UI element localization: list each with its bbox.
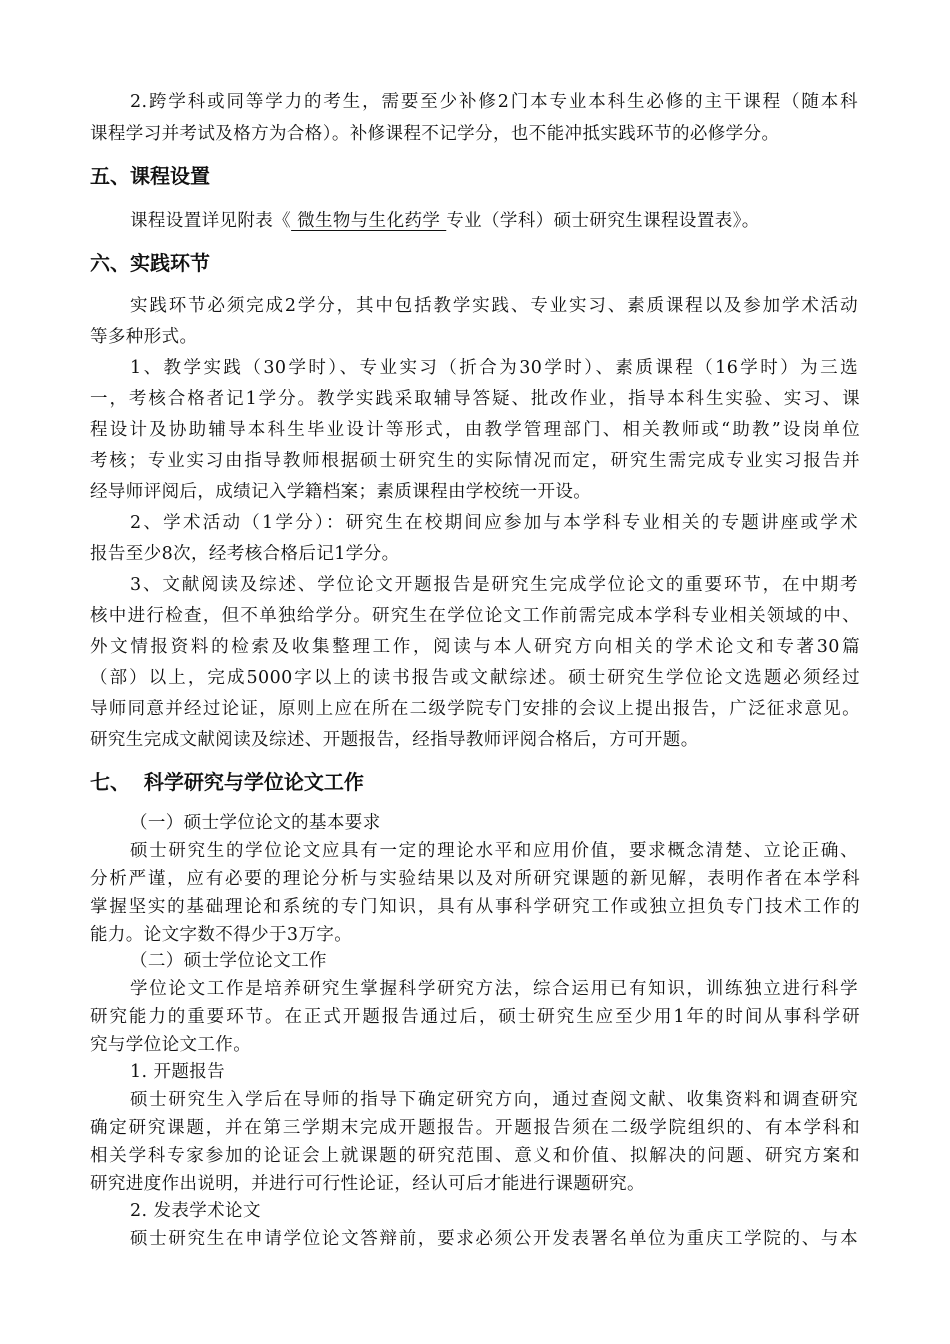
paragraph-line: 实践环节必须完成2学分，其中包括教学实践、专业实习、素质课程以及参加学术活动 (130, 296, 858, 316)
paragraph-line: 考核；专业实习由指导教师根据硕士研究生的实际情况而定，研究生需完成专业实习报告并 (90, 451, 860, 471)
paragraph-line: 1、教学实践（30学时）、专业实习（折合为30学时）、素质课程（16学时）为三选 (130, 358, 858, 378)
section-heading-5: 五、课程设置 (90, 164, 210, 188)
subsection-heading: （二）硕士学位论文工作 (130, 951, 327, 971)
paragraph-line: 硕士研究生的学位论文应具有一定的理论水平和应用价值，要求概念清楚、立论正确、 (130, 841, 858, 861)
paragraph-line: 确定研究课题，并在第三学期末完成开题报告。开题报告须在二级学院组织的、有本学科和 (90, 1118, 860, 1138)
paragraph-line: 学位论文工作是培养研究生掌握科学研究方法，综合运用已有知识，训练独立进行科学 (130, 979, 858, 999)
paragraph-line-course-table (130, 208, 900, 234)
paragraph-line: 研究进度作出说明，并进行可行性论证，经认可后才能进行课题研究。 (90, 1174, 645, 1194)
paragraph-line: 核中进行检查，但不单独给学分。研究生在学位论文工作前需完成本学科专业相关领域的中、 (90, 606, 860, 626)
subsection-heading: （一）硕士学位论文的基本要求 (130, 813, 381, 833)
numbered-subheading: 2. 发表学术论文 (130, 1201, 261, 1221)
paragraph-line: 研究生完成文献阅读及综述、开题报告，经指导教师评阅合格后，方可开题。 (90, 730, 699, 750)
paragraph-line: 程设计及协助辅导本科生毕业设计等形式，由教学管理部门、相关教师或“助教”设岗单位 (90, 420, 860, 440)
paragraph-line: 硕士研究生入学后在导师的指导下确定研究方向，通过查阅文献、收集资料和调查研究 (130, 1090, 858, 1110)
paragraph-line: 分析严谨，应有必要的理论分析与实验结果以及对所研究课题的新见解，表明作者在本学科 (90, 869, 860, 889)
paragraph-line: 硕士研究生在申请学位论文答辩前，要求必须公开发表署名单位为重庆工学院的、与本 (130, 1229, 858, 1249)
paragraph-line: 课程学习并考试及格方为合格）。补修课程不记学分，也不能冲抵实践环节的必修学分。 (90, 124, 780, 144)
section-heading-6: 六、实践环节 (90, 251, 210, 275)
paragraph-line: 掌握坚实的基础理论和系统的专门知识，具有从事科学研究工作或独立担负专门技术工作的 (90, 897, 860, 917)
paragraph-line: 报告至少8次，经考核合格后记1学分。 (90, 544, 400, 564)
paragraph-line: 能力。论文字数不得少于3万字。 (90, 925, 353, 945)
underlined-major-name: 微生物与生化药学 (291, 211, 447, 231)
paragraph-line: 2、学术活动（1学分）：研究生在校期间应参加与本学科专业相关的专题讲座或学术 (130, 513, 858, 533)
paragraph-line: 2.跨学科或同等学力的考生，需要至少补修2门本专业本科生必修的主干课程（随本科 (130, 92, 858, 112)
paragraph-line: 一，考核合格者记1学分。教学实践采取辅导答疑、批改作业，指导本科生实验、实习、课 (90, 389, 860, 409)
section-heading-7: 七、 科学研究与学位论文工作 (90, 770, 364, 794)
paragraph-line: 研究能力的重要环节。在正式开题报告通过后，硕士研究生应至少用1年的时间从事科学研 (90, 1007, 860, 1027)
paragraph-line: 导师同意并经过论证，原则上应在所在二级学院专门安排的会议上提出报告，广泛征求意见。 (90, 699, 860, 719)
paragraph-line: 3、文献阅读及综述、学位论文开题报告是研究生完成学位论文的重要环节，在中期考 (130, 575, 858, 595)
text-segment: 专业（学科）硕士研究生课程设置表》。 (446, 211, 760, 231)
numbered-subheading: 1. 开题报告 (130, 1062, 226, 1082)
paragraph-line: 相关学科专家参加的论证会上就课题的研究范围、意义和价值、拟解决的问题、研究方案和 (90, 1146, 860, 1166)
paragraph-line: 等多种形式。 (90, 327, 198, 347)
paragraph-line: （部）以上，完成5000字以上的读书报告或文献综述。硕士研究生学位论文选题必须经过 (90, 668, 860, 688)
paragraph-line: 究与学位论文工作。 (90, 1035, 252, 1055)
paragraph-line: 外文情报资料的检索及收集整理工作，阅读与本人研究方向相关的学术论文和专著30篇 (90, 637, 860, 657)
paragraph-line: 经导师评阅后，成绩记入学籍档案；素质课程由学校统一开设。 (90, 482, 592, 502)
text-segment: 课程设置详见附表《 (130, 211, 292, 231)
